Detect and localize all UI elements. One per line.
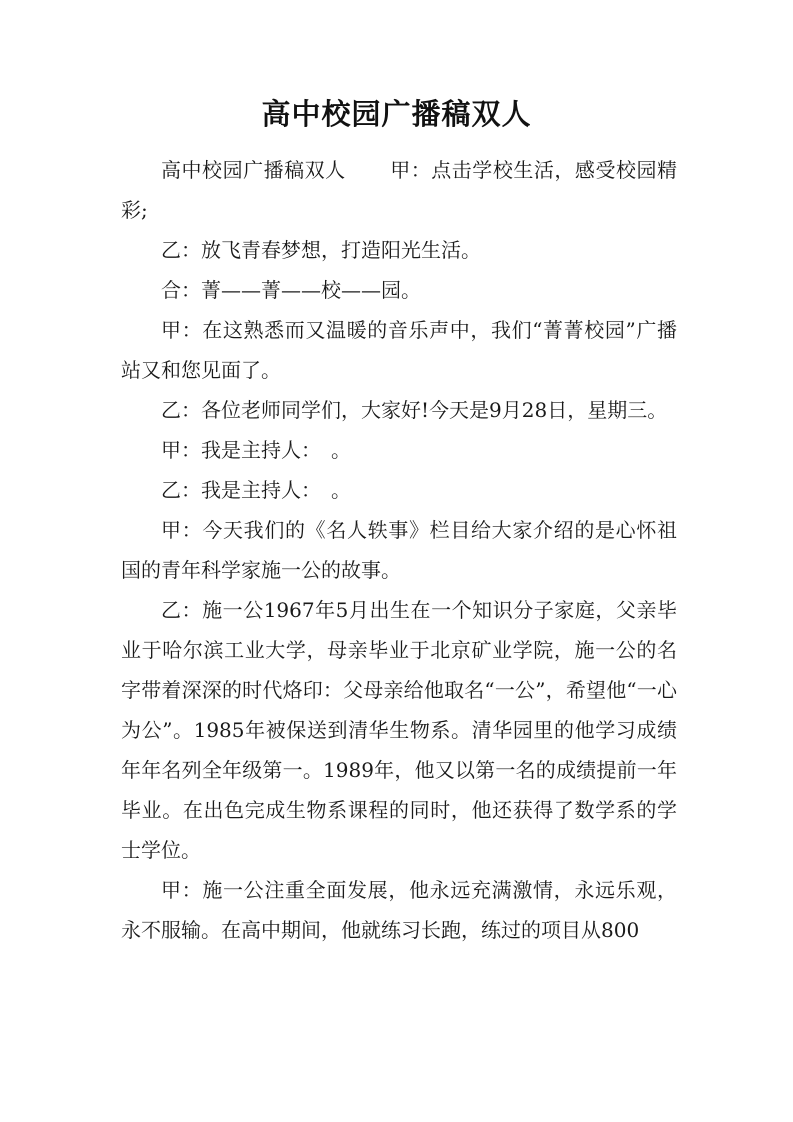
paragraph: 甲：施一公注重全面发展，他永远充满激情，永远乐观，永不服输。在高中期间，他就练习长跑，练过的项目从800 [121,878,677,942]
paragraph: 甲：我是主持人： 。 [161,438,351,462]
paragraph-intro [121,150,677,230]
paragraph: 甲：在这熟悉而又温暖的音乐声中，我们“菁菁校园”广播站又和您见面了。 [121,318,677,382]
document-body [121,150,677,950]
paragraph: 乙：放飞青春梦想，打造阳光生活。 [161,238,481,262]
paragraph: 乙：各位老师同学们，大家好!今天是9月28日，星期三。 [161,398,668,422]
intro-heading: 高中校园广播稿双人 [161,158,346,182]
paragraph: 甲：今天我们的《名人轶事》栏目给大家介绍的是心怀祖国的青年科学家施一公的故事。 [121,518,677,582]
paragraph: 乙：施一公1967年5月出生在一个知识分子家庭，父亲毕业于哈尔滨工业大学，母亲毕业于北京矿业学院，施一公的名字带着深深的时代烙印：父母亲给他取名“一公”，希望他“一心为公”。1985年被保送到清华生物系。清华园里的他学习成绩年年名列全年级第一。1989年，他又以第一名的成绩提前一年毕业。在出色完成生物系课程的同时，他还获得了数学系的学士学位。 [121,598,677,862]
document-title: 高中校园广播稿双人 [261,97,532,131]
paragraph: 合：菁——菁——校——园。 [161,278,421,302]
paragraph-text: 甲：点击学校生活，感受校园精彩; [121,158,678,222]
paragraph: 乙：我是主持人： 。 [161,478,351,502]
